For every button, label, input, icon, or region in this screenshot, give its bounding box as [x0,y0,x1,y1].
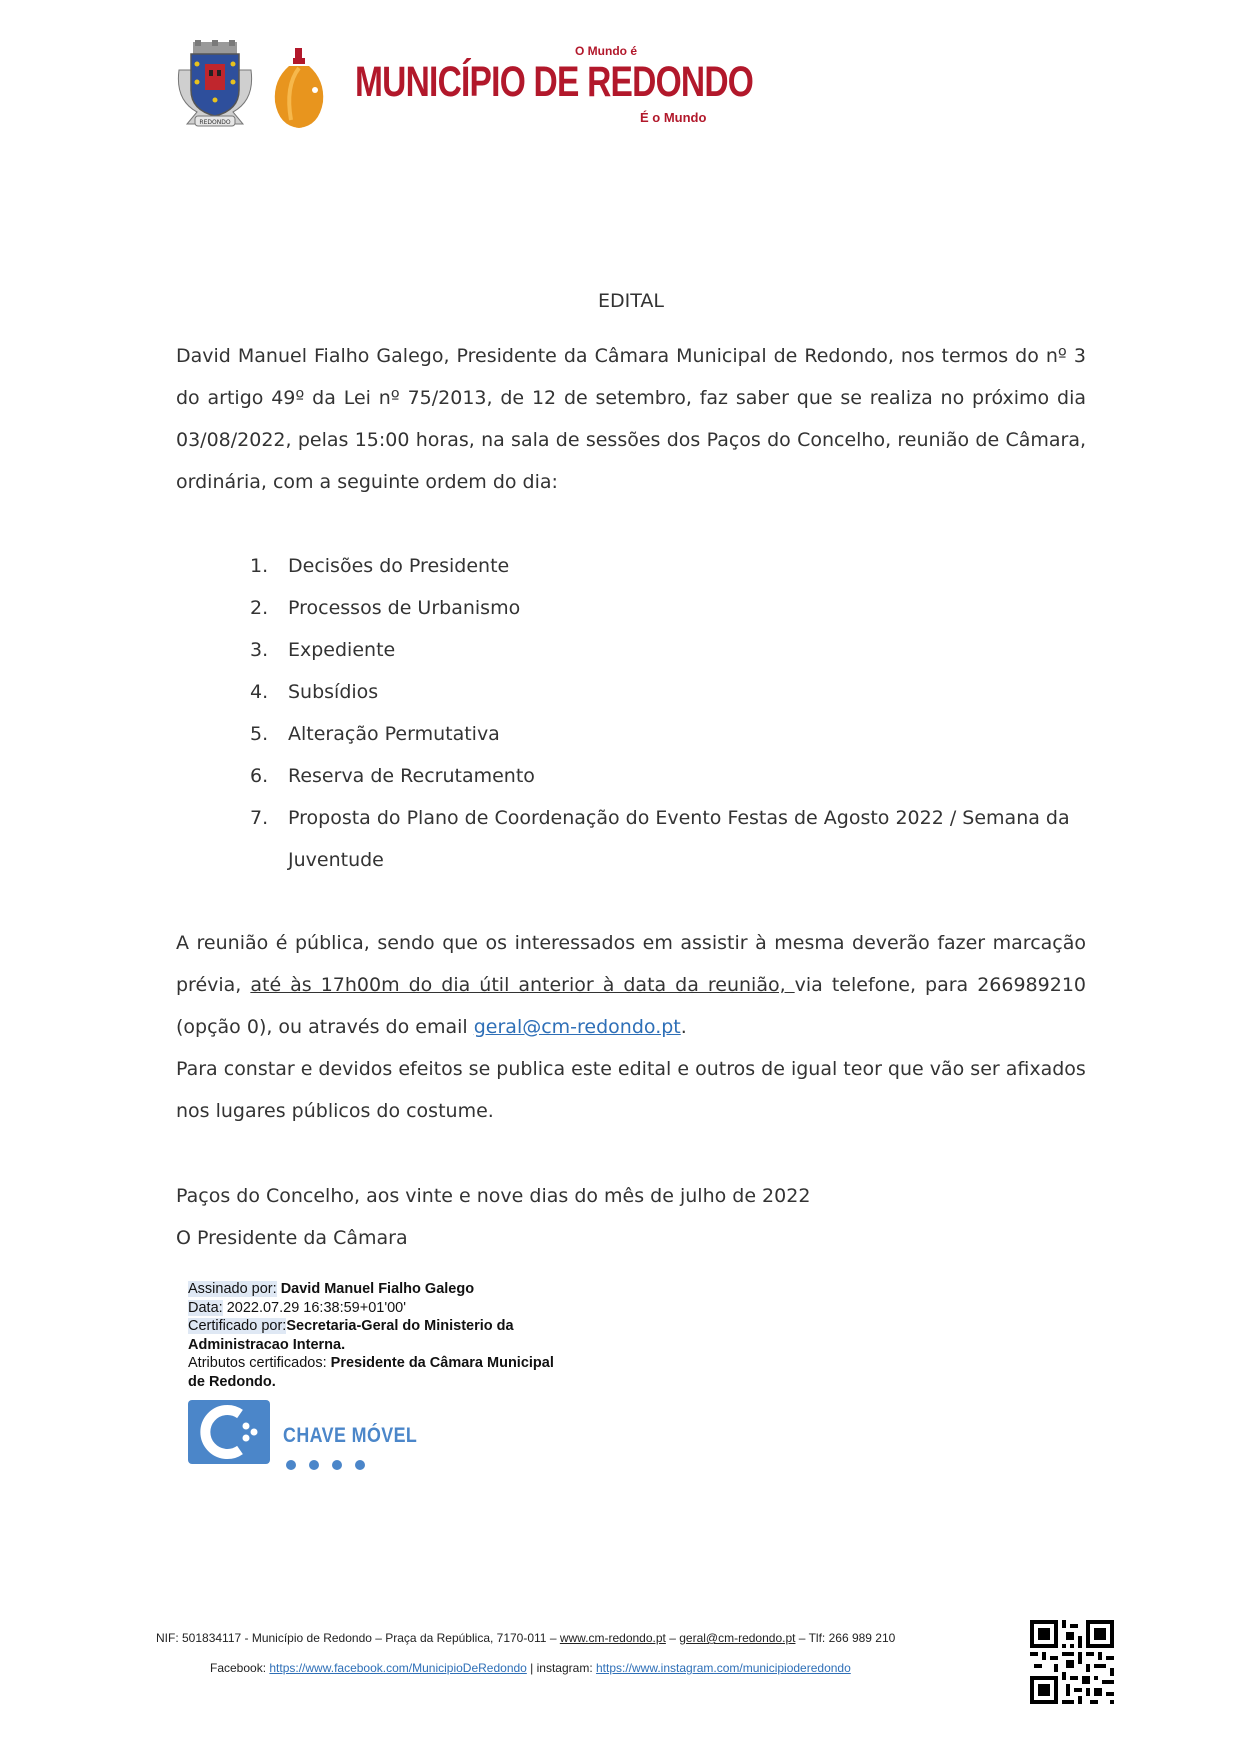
instagram-link[interactable]: https://www.instagram.com/municipioderedondo [595,1661,851,1675]
instagram-label: | instagram: [526,1661,596,1675]
municipal-crest-icon [175,40,255,128]
qr-code-icon [1030,1620,1114,1704]
list-item-text: Proposta do Plano de Coordenação do Evento Festas de Agosto 2022 / Semana da Juventude [288,807,1070,871]
brand-tagline-top: O Mundo é [575,44,637,58]
list-item-number: 2. [250,597,269,619]
footer-nif: NIF: 501834117 - Município de Redondo – Praça da República, 7170-011 – [156,1631,560,1645]
list-item-number: 1. [250,555,269,577]
list-item-number: 4. [250,681,269,703]
footer-contact-line [156,1631,956,1645]
list-item [250,671,1070,713]
public-meeting-paragraph [176,922,1086,1048]
list-item [250,629,1070,671]
deadline-underlined: até às 17h00m do dia útil anterior à data da reunião, [250,974,795,996]
list-item-number: 7. [250,807,269,829]
footer-separator: – [665,1631,680,1645]
chave-movel-dots-icon [286,1455,378,1474]
date-label: Data: [188,1299,223,1316]
date-value: 2022.07.29 16:38:59+01'00' [226,1299,407,1316]
list-item-text: Subsídios [288,681,379,703]
list-item [250,545,1070,587]
crest-label: REDONDO [199,119,231,126]
list-item-number: 3. [250,639,269,661]
signer-role: O Presidente da Câmara [176,1227,408,1249]
public-text-start: A reunião é pública, sendo que os interessados em assistir à mesma deverão fazer marcação prévia, [176,932,1086,996]
agenda-list [250,545,1070,881]
list-item-text: Reserva de Recrutamento [288,765,535,787]
attributes-label: Atributos certificados: [188,1355,327,1371]
footer-email-link[interactable]: geral@cm-redondo.pt [679,1631,796,1645]
digital-signature-block [188,1280,568,1391]
public-text-end: . [680,1016,687,1038]
clay-jug-logo-icon [271,46,327,130]
public-text-mid: via telefone, para 266989210 (opção 0), ou através do email [176,974,1086,1038]
brand-tagline-bottom: É o Mundo [640,110,707,125]
header [175,40,754,140]
attributes-value: Presidente da Câmara Municipal de Redondo. [188,1355,554,1390]
signed-by-label: Assinado por: [188,1281,277,1297]
list-item-text: Alteração Permutativa [288,723,500,745]
certified-by-value: Secretaria-Geral do Ministerio da Administracao Interna. [188,1318,514,1353]
list-item [250,755,1070,797]
certified-by-label: Certificado por: [188,1318,287,1334]
place-date: Paços do Concelho, aos vinte e nove dias do mês de julho de 2022 [176,1185,811,1207]
list-item [250,713,1070,755]
document-title: EDITAL [598,290,664,312]
list-item-number: 6. [250,765,269,787]
email-link[interactable]: geral@cm-redondo.pt [473,1016,681,1038]
list-item-text: Decisões do Presidente [288,555,510,577]
list-item-text: Expediente [288,639,396,661]
facebook-label: Facebook: [210,1661,270,1675]
chave-movel-logo-icon [188,1400,270,1464]
intro-paragraph: David Manuel Fialho Galego, Presidente da Câmara Municipal de Redondo, nos termos do nº 3 do artigo 49º da Lei nº 75/2013, de 12 de setembro, faz saber que se realiza no próximo dia 03/08/2022, pelas 15:00 horas, na sala de sessões dos Paços do Concelho, reunião de Câmara, ordinária, com a seguinte ordem do dia: [176,345,1086,493]
signed-by-name: David Manuel Fialho Galego [280,1281,475,1297]
website-link[interactable]: www.cm-redondo.pt [559,1631,666,1645]
list-item-number: 5. [250,723,269,745]
publish-paragraph: Para constar e devidos efeitos se publica este edital e outros de igual teor que vão ser afixados nos lugares públicos do costume. [176,1058,1086,1122]
chave-movel-label: CHAVE MÓVEL [283,1424,418,1447]
footer-phone: – Tlf: 266 989 210 [795,1631,896,1645]
list-item [250,587,1070,629]
list-item-text: Processos de Urbanismo [288,597,521,619]
facebook-link[interactable]: https://www.facebook.com/MunicipioDeRedondo [269,1661,527,1675]
footer-social-line [210,1661,910,1675]
list-item [250,797,1070,881]
brand-name: MUNICÍPIO DE REDONDO [355,58,754,106]
